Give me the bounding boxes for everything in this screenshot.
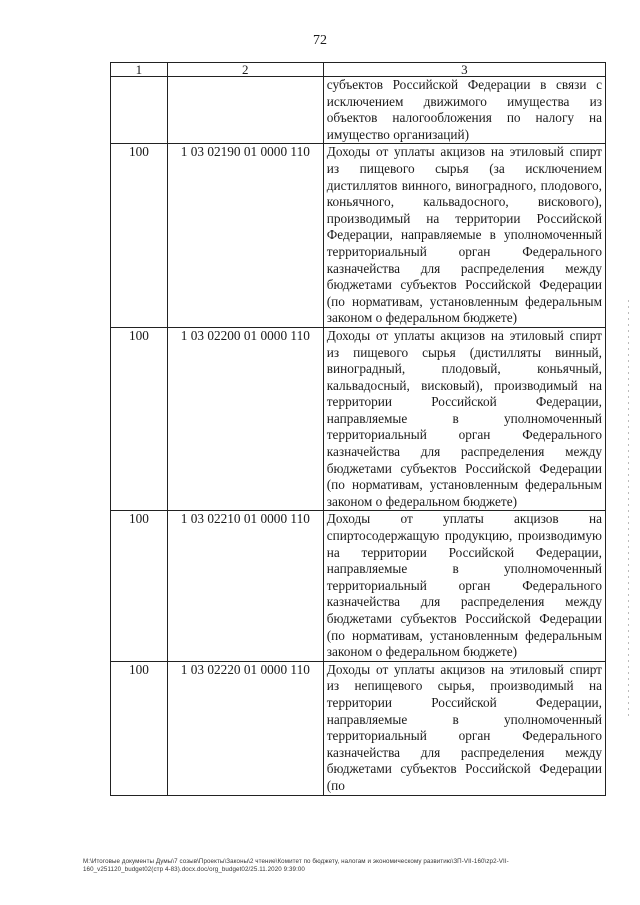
admin-code-cell: 100 xyxy=(111,327,168,511)
admin-code-cell xyxy=(111,77,168,144)
description-cell: субъектов Российской Федерации в связи с исключением движимого имущества из объектов налогообложения по налогу на имущество организаций) xyxy=(323,77,605,144)
table-header-row xyxy=(111,63,606,77)
file-path-footer xyxy=(83,858,623,874)
header-col-3: 3 xyxy=(323,63,605,77)
header-col-1: 1 xyxy=(111,63,168,77)
admin-code-cell: 100 xyxy=(111,511,168,661)
budget-code-cell: 1 03 02220 01 0000 110 xyxy=(167,661,323,795)
revenue-classification-table xyxy=(110,62,606,796)
admin-code-cell: 100 xyxy=(111,661,168,795)
budget-code-cell xyxy=(167,77,323,144)
footer-line-1: М:\Итоговые документы Думы\7 созыв\Проекты\Законы\2 чтение\Комитет по бюджету, налогам и экономическому развитию\ЗП-VII-160\zp2-VII- xyxy=(83,858,509,865)
budget-code-cell: 1 03 02190 01 0000 110 xyxy=(167,144,323,328)
footer-line-2: 160_v251120_budget02(стр 4-83).docx.doc/org_budget02/25.11.2020 9:39:00 xyxy=(83,866,305,873)
table-row xyxy=(111,661,606,795)
page-number: 72 xyxy=(313,33,327,48)
budget-code-cell: 1 03 02210 01 0000 110 xyxy=(167,511,323,661)
description-cell: Доходы от уплаты акцизов на спиртосодержащую продукцию, производимую на территории Российской Федерации, направляемые в уполномоченный территориальный орган Федерального казначейства для распределения между бюджетами субъектов Российской Федерации (по нормативам, установленным федеральным законом о федеральном бюджете) xyxy=(323,511,605,661)
description-cell: Доходы от уплаты акцизов на этиловый спирт из непищевого сырья, производимый на территории Российской Федерации, направляемые в уполномоченный территориальный орган Федерального казначейства для распределения между бюджетами субъектов Российской Федерации (по xyxy=(323,661,605,795)
description-cell: Доходы от уплаты акцизов на этиловый спирт из пищевого сырья (за исключением дистиллятов винного, виноградного, плодового, коньячного, кальвадосного, вискового), производимый на территории Российской Федерации, направляемые в уполномоченный территориальный орган Федерального казначейства для распределения между бюджетами субъектов Российской Федерации (по нормативам, установленным федеральным законом о федеральном бюджете) xyxy=(323,144,605,328)
scan-edge-mark xyxy=(628,300,629,720)
table-row xyxy=(111,144,606,328)
table-row xyxy=(111,77,606,144)
budget-code-cell: 1 03 02200 01 0000 110 xyxy=(167,327,323,511)
admin-code-cell: 100 xyxy=(111,144,168,328)
table-row xyxy=(111,327,606,511)
table-row xyxy=(111,511,606,661)
header-col-2: 2 xyxy=(167,63,323,77)
description-cell: Доходы от уплаты акцизов на этиловый спирт из пищевого сырья (дистилляты винный, виноградный, плодовый, коньячный, кальвадосный, висковый), производимый на территории Российской Федерации, направляемые в уполномоченный территориальный орган Федерального казначейства для распределения между бюджетами субъектов Российской Федерации (по нормативам, установленным федеральным законом о федеральном бюджете) xyxy=(323,327,605,511)
